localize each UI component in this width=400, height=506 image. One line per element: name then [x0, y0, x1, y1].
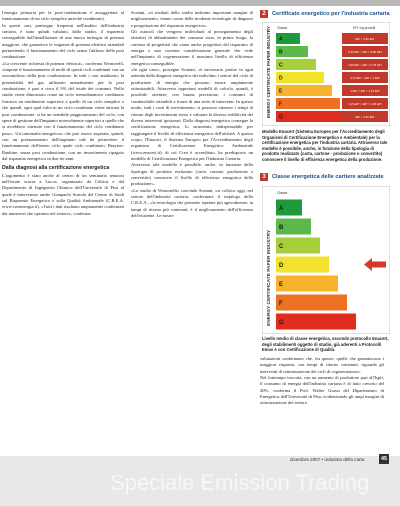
body-paragraph: Gli ostacoli che vengono individuati al proseguimento degli obiettivi di abbattimento dei consumi sono, in primo luogo, la carenza di progettisti che siano anche progettisti del risparmio di energia e una corrente considerazione generale che vede nell'impianto di cogenerazione il massimo livello di efficienza energetica conseguibile. — [131, 29, 253, 66]
class-bar-d — [276, 257, 329, 273]
body-paragraph: In questi casi, purtroppo frequenti nell'ambito dell'industria cartaria, è stato quindi valutato, dallo studio, il risparmio conseguibile dall'installazione di una nuova turbogas di potenza maggiore, che garantisce le esigenze di potenza elettrica aziendali permettendo il funzionamento del ciclo senza l'utilizzo della post combustione. — [2, 22, 124, 60]
figure-3-number: 3 — [260, 173, 268, 181]
class-letter: G — [279, 320, 284, 326]
class-letter: G — [279, 114, 283, 121]
figure-2-title-text: Certificato energetico per l'industria cartaria — [272, 11, 390, 17]
class-letter: E — [279, 282, 284, 288]
body-paragraph: l'energia primaria per la post-combustione è assoggettata al funzionamento di un ciclo semplice anziché combinato). — [2, 10, 124, 22]
class-letter: C — [279, 244, 284, 250]
class-bar-f — [276, 98, 340, 109]
class-letter: B — [279, 225, 284, 231]
criteria-text: EPi > 1,30 EPr — [355, 115, 375, 119]
energy-certificate-chart — [262, 22, 390, 126]
text-column-2 — [131, 10, 253, 456]
class-letter: A — [279, 206, 284, 212]
class-letter: D — [279, 263, 284, 269]
body-paragraph: «In ogni caso», prosegue Scaiani, «è necessario partire in ogni azienda dalla diagnosi energetica dei individuo i settori del ciclo di produzione di energia che possono essere ampiamente ottimizzabili. Attraverso opportuni modelli di calcolo, quindi, è possibile ottenere, con buona precisione, i consumi di combustibile ottenibili a fronte di una serie di interventi. In questo modo, tutti i costi di investimento, si possono ottenere i tempi di ritorno degli investimenti stessi e valutare la diversa redditività dei diversi interventi ipotizzati. Dalla diagnosi energetica consegue la certificazione energetica, lo strumento indispensabile per raggiungere il livello di efficienza energetica dell'attività. A questo scopo, l'Enaceri, il Sistema Europeo per l'Accreditamento degli organismi di Certificazione Energetico Ambientale (www.enacert.it), di cui Crea è accreditato, ha predisposto un modello di Certificazione Energetica per l'Industria Cartaria. — [131, 67, 253, 161]
body-paragraph: Attraverso tale modello è possibile, anche, in funzione della tipologia di prodotto realizzato (carte, cartone, produzione o convertito) conoscere il livello di efficienza energetica della produzione». — [131, 162, 253, 187]
vertical-label: ENERGY CERTIFICATE PAPER INDUSTRY — [267, 229, 272, 326]
class-bar-g — [276, 111, 348, 122]
top-bar — [0, 0, 400, 6]
header-epi: EPi / kg prodotti — [352, 26, 376, 30]
figure-3-title-text: Classe energetica delle cartiere analizzate — [272, 174, 384, 180]
class-letter: F — [279, 301, 283, 307]
text-column-3 — [260, 356, 384, 452]
criteria-text: 0,60 EPr < EPi < 0,75 EPr — [348, 63, 382, 67]
figure-2-caption: Modello Enacert (Sistema Europeo per l'Accreditamento degli Organismi di Certificazione Energetico e Ambientale) per la certificazione energetica per l'industria cartaria. Attraverso tale modello è possibile, anche, in funzione della tipologia di prodotto realizzato (carta, cartone - produzione o convertito) conoscere il livello di efficienza energetica della produzione. — [262, 129, 388, 162]
criteria-text: EPi < 0,45 EPr — [355, 37, 375, 41]
header-class: Classe — [277, 191, 288, 195]
page-number: 45 — [380, 456, 388, 462]
footer-section-title: Speciale Emission Trading — [110, 470, 370, 495]
vertical-label: ENERGY CERTIFICATE PAPER INDUSTRY — [266, 26, 271, 118]
figure-3-title — [260, 173, 384, 181]
criteria-text: 0,75 EPr < EPi < 1 EPr — [350, 76, 380, 80]
body-paragraph: «La crescente richiesta di potenza elettrica», conferma Vermorelli, «impone il funzionamento di molti di questi cicli combinati con un sovrautilizzo della post combustione. In tutti i casi analizzati, la potenzialità del gas utilizzato annualmente per la post combustione, è pari a circa il 9% del totale dei consumi. Nello studio viene dimostrato come un ciclo termodinamico combinato fornisca un rendimento superiore a quello di un ciclo semplice e che quindi, ogni qual volta in un ciclo combinato viene attivata la post combustione, si ha un sensibile peggioramento del ciclo, con spese di gestione dell'impianto notevolmente superiori a quelle che si avrebbero ottenute con il funzionamento del ciclo combinato puro». Un'«anomalia energetica» che può essere superata, quindi, con un potenziamento dell'impianto tale da permettere il funzionamento dell'intero ciclo quale ciclo combinato, Brayton-Rankine, senza post combustione, con un investimento ripagato dal risparmio energetico in due tre anni. — [2, 60, 124, 161]
criteria-text: 1 EPr < EPi < 1,15 EPr — [350, 89, 380, 93]
energy-class-chart — [262, 186, 390, 334]
class-bar-d — [276, 72, 324, 83]
body-paragraph: «Lo studio di Vermorelli» conclude Scaiani, «si colloca oggi, nel settore dell'industria cartaria, confermare il riepilogo della C.R.E.A., «la tecnologia che permette ripetute più agevolmente, in tempi di ritorno più contenuti, è il miglioramento dell'efficienza dell'esistente. Le nostre — [131, 187, 253, 218]
class-letter: E — [279, 88, 283, 95]
figure-2-title — [260, 10, 390, 18]
class-bar-e — [276, 276, 338, 292]
body-paragraph: Nel frattempo traccata, con un aumento di produttore pari all'Ispfi, il consumo di energia dell'industria cartaria è di fatto crescito del 40%, conferma il Prof. Walter Grassi del Dipartimento di Energetica dell'Università di Pisa, evidenziando gli ampi margini di ottimizzazione del settore. — [260, 375, 384, 406]
body-paragraph: valutazioni confermano che, fra queste, quelle che garantiscono i maggiori risparmi, con tempi di ritorno contenuti, riguarda gli interventi di ottimizzazione dei cicli di cogenerazione». — [260, 356, 384, 374]
criteria-text: 0,45 EPr < EPi < 0,60 EPr — [348, 50, 382, 54]
text-column-1 — [2, 10, 124, 456]
class-letter: C — [279, 62, 283, 69]
class-letter: A — [279, 36, 283, 43]
class-letter: D — [279, 75, 283, 82]
section-heading: Dalla diagnosi alla certificazione energetica — [2, 165, 110, 172]
class-bar-g — [276, 314, 356, 330]
figure-3-caption: Livello medio di classe energetica, secondo protocollo Enacert, degli stabilimenti oggetto di studio, già aderenti a Protocolli Emas e con Certificazione di Qualità. — [262, 336, 389, 353]
class-bar-e — [276, 85, 332, 96]
figure-2-number: 2 — [260, 10, 268, 18]
criteria-text: 1,15 EPr < EPi < 1,30 EPr — [348, 102, 382, 106]
footer-issue-info: dicembre 2007 • industria della carta — [290, 457, 365, 462]
class-letter: F — [279, 101, 283, 108]
body-paragraph: L'argomento è stato anche al centro di un seminario tenutosi nell'estate scorsa a Lucca, organizzato da Celsius e dal Dipartimento di Ingegneria Chimica dell'Università di Pisa al quale è intervenuto anche Gianpaolo Scaiola del Centro di Studi sul Risparmio Energetico e sulla Qualità Ambientale (C.R.E.A. www.creaenergia.it). «Tutti i dati risultano ampiamente confermati dai numerosi che operano nel settore», conferma — [2, 172, 124, 216]
header-class: Classe — [277, 26, 288, 30]
class-bar-f — [276, 295, 347, 311]
body-paragraph: Scaiani, «sì risultati dello studio indicano importanti margini di miglioramento, tenuto conto delle moderne tecnologie di diagnosi e progettazione del risparmio energetico». — [131, 10, 253, 28]
class-letter: B — [279, 49, 283, 56]
